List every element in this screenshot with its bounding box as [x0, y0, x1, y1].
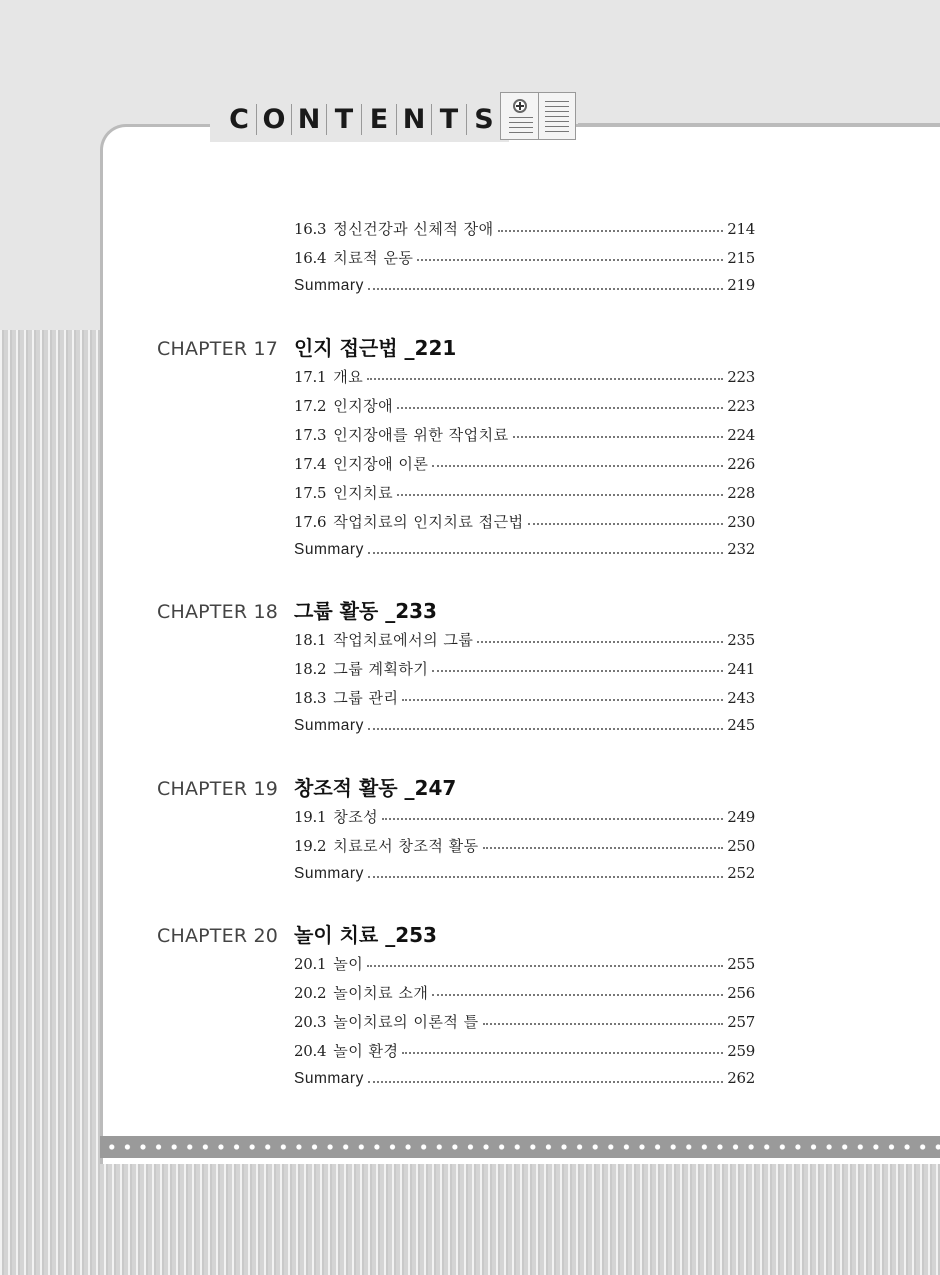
page-number: 255	[727, 955, 755, 973]
section-number: 17.5	[294, 484, 327, 502]
toc-entry[interactable]	[294, 953, 755, 975]
contents-letters	[222, 104, 501, 135]
summary-title: Summary	[294, 277, 364, 294]
dot-leader	[417, 259, 723, 261]
page-number: 259	[727, 1042, 755, 1060]
heading-letter: S	[474, 103, 494, 135]
section-title: 치료적 운동	[333, 249, 414, 267]
dot-leader	[432, 670, 723, 672]
dot-leader	[368, 876, 723, 878]
heading-letter: E	[362, 104, 397, 135]
chapter-heading[interactable]	[157, 772, 757, 801]
section-number: 17.4	[294, 455, 327, 473]
section-number: 16.3	[294, 220, 327, 238]
page-number: 224	[727, 426, 755, 444]
chapter-heading[interactable]	[157, 595, 757, 624]
page-number: 215	[727, 249, 755, 267]
dot-leader	[432, 465, 723, 467]
heading-letter: N	[397, 104, 432, 135]
toc-entry[interactable]	[294, 658, 755, 680]
contents-heading	[210, 96, 509, 142]
heading-letter: N	[292, 104, 327, 135]
toc-entry[interactable]	[294, 1040, 755, 1062]
toc-entry[interactable]	[294, 1069, 755, 1091]
section-title: 놀이치료 소개	[333, 984, 429, 1002]
section-title: 치료로서 창조적 활동	[333, 837, 479, 855]
page-number: 241	[727, 660, 755, 678]
page-number: 226	[727, 455, 755, 473]
toc-entry[interactable]	[294, 276, 755, 298]
section-number: 18.1	[294, 631, 327, 649]
page-number: 214	[727, 220, 755, 238]
chapter-label: CHAPTER 17	[157, 338, 279, 360]
toc-entry[interactable]	[294, 453, 755, 475]
dot-leader	[367, 965, 723, 967]
toc-entry[interactable]	[294, 395, 755, 417]
section-title: 놀이 환경	[333, 1042, 399, 1060]
section-number: 19.2	[294, 837, 327, 855]
section-title: 창조성	[333, 808, 379, 826]
plus-circle-icon	[513, 99, 527, 113]
page-number: 230	[727, 513, 755, 531]
section-number: 17.1	[294, 368, 327, 386]
section-number: 18.2	[294, 660, 327, 678]
chapter-title: 놀이 치료 _253	[294, 923, 437, 947]
heading-letter: T	[327, 104, 362, 135]
dot-leader	[432, 994, 723, 996]
summary-title: Summary	[294, 717, 364, 734]
section-title: 작업치료의 인지치료 접근법	[333, 513, 524, 531]
toc-entry[interactable]	[294, 716, 755, 738]
toc-entry[interactable]	[294, 629, 755, 651]
page-number: 228	[727, 484, 755, 502]
summary-title: Summary	[294, 541, 364, 558]
toc-entry[interactable]	[294, 864, 755, 886]
section-title: 인지장애를 위한 작업치료	[333, 426, 509, 444]
dot-leader	[368, 728, 723, 730]
toc-entry[interactable]	[294, 806, 755, 828]
page-number: 262	[727, 1069, 755, 1087]
toc-entry[interactable]	[294, 1011, 755, 1033]
section-number: 16.4	[294, 249, 327, 267]
page-number: 245	[727, 716, 755, 734]
heading-letter: O	[257, 104, 292, 135]
section-title: 놀이	[333, 955, 364, 973]
toc-entry[interactable]	[294, 218, 755, 240]
dot-leader	[477, 641, 723, 643]
dot-leader	[513, 436, 724, 438]
section-number: 18.3	[294, 689, 327, 707]
toc-entry[interactable]	[294, 247, 755, 269]
summary-title: Summary	[294, 865, 364, 882]
section-number: 20.2	[294, 984, 327, 1002]
chapter-label: CHAPTER 19	[157, 778, 279, 800]
dotted-footer-band	[100, 1136, 940, 1158]
summary-title: Summary	[294, 1070, 364, 1087]
section-number: 17.6	[294, 513, 327, 531]
section-title: 놀이치료의 이론적 틀	[333, 1013, 479, 1031]
toc-entry[interactable]	[294, 687, 755, 709]
toc-entry[interactable]	[294, 982, 755, 1004]
toc-entry[interactable]	[294, 482, 755, 504]
chapter-title: 인지 접근법 _221	[294, 336, 457, 360]
toc-entry[interactable]	[294, 511, 755, 533]
toc-entry[interactable]	[294, 424, 755, 446]
chapter-title: 그룹 활동 _233	[294, 599, 437, 623]
dot-leader	[402, 699, 723, 701]
page-number: 223	[727, 368, 755, 386]
section-title: 인지장애	[333, 397, 394, 415]
chapter-heading[interactable]	[157, 332, 757, 361]
dot-leader	[397, 494, 723, 496]
section-number: 20.4	[294, 1042, 327, 1060]
section-title: 인지장애 이론	[333, 455, 429, 473]
dot-leader	[368, 1081, 723, 1083]
heading-letter: C	[222, 104, 257, 135]
section-number: 20.1	[294, 955, 327, 973]
chapter-label: CHAPTER 20	[157, 925, 279, 947]
page-number: 252	[727, 864, 755, 882]
dot-leader	[402, 1052, 723, 1054]
section-title: 정신건강과 신체적 장애	[333, 220, 494, 238]
open-book-icon	[500, 92, 576, 140]
page-number: 219	[727, 276, 755, 294]
page-number: 243	[727, 689, 755, 707]
page-number: 235	[727, 631, 755, 649]
heading-letter: T	[432, 104, 467, 135]
section-number: 20.3	[294, 1013, 327, 1031]
page-number: 223	[727, 397, 755, 415]
dot-leader	[483, 847, 724, 849]
chapter-title: 창조적 활동 _247	[294, 776, 457, 800]
page-number: 249	[727, 808, 755, 826]
dot-leader	[397, 407, 723, 409]
section-number: 17.3	[294, 426, 327, 444]
section-number: 19.1	[294, 808, 327, 826]
toc-entry[interactable]	[294, 835, 755, 857]
chapter-heading[interactable]	[157, 919, 757, 948]
dot-leader	[483, 1023, 724, 1025]
dot-leader	[498, 230, 724, 232]
page-number: 256	[727, 984, 755, 1002]
dot-leader	[368, 552, 723, 554]
section-title: 작업치료에서의 그룹	[333, 631, 474, 649]
page-number: 257	[727, 1013, 755, 1031]
page-number: 232	[727, 540, 755, 558]
section-title: 그룹 관리	[333, 689, 399, 707]
toc-entry[interactable]	[294, 540, 755, 562]
dot-leader	[367, 378, 723, 380]
section-title: 그룹 계획하기	[333, 660, 429, 678]
section-title: 개요	[333, 368, 364, 386]
page-number: 250	[727, 837, 755, 855]
section-title: 인지치료	[333, 484, 394, 502]
dot-leader	[368, 288, 723, 290]
section-number: 17.2	[294, 397, 327, 415]
chapter-label: CHAPTER 18	[157, 601, 279, 623]
heading-rule	[578, 123, 940, 126]
dot-leader	[382, 818, 723, 820]
toc-entry[interactable]	[294, 366, 755, 388]
dot-leader	[528, 523, 724, 525]
